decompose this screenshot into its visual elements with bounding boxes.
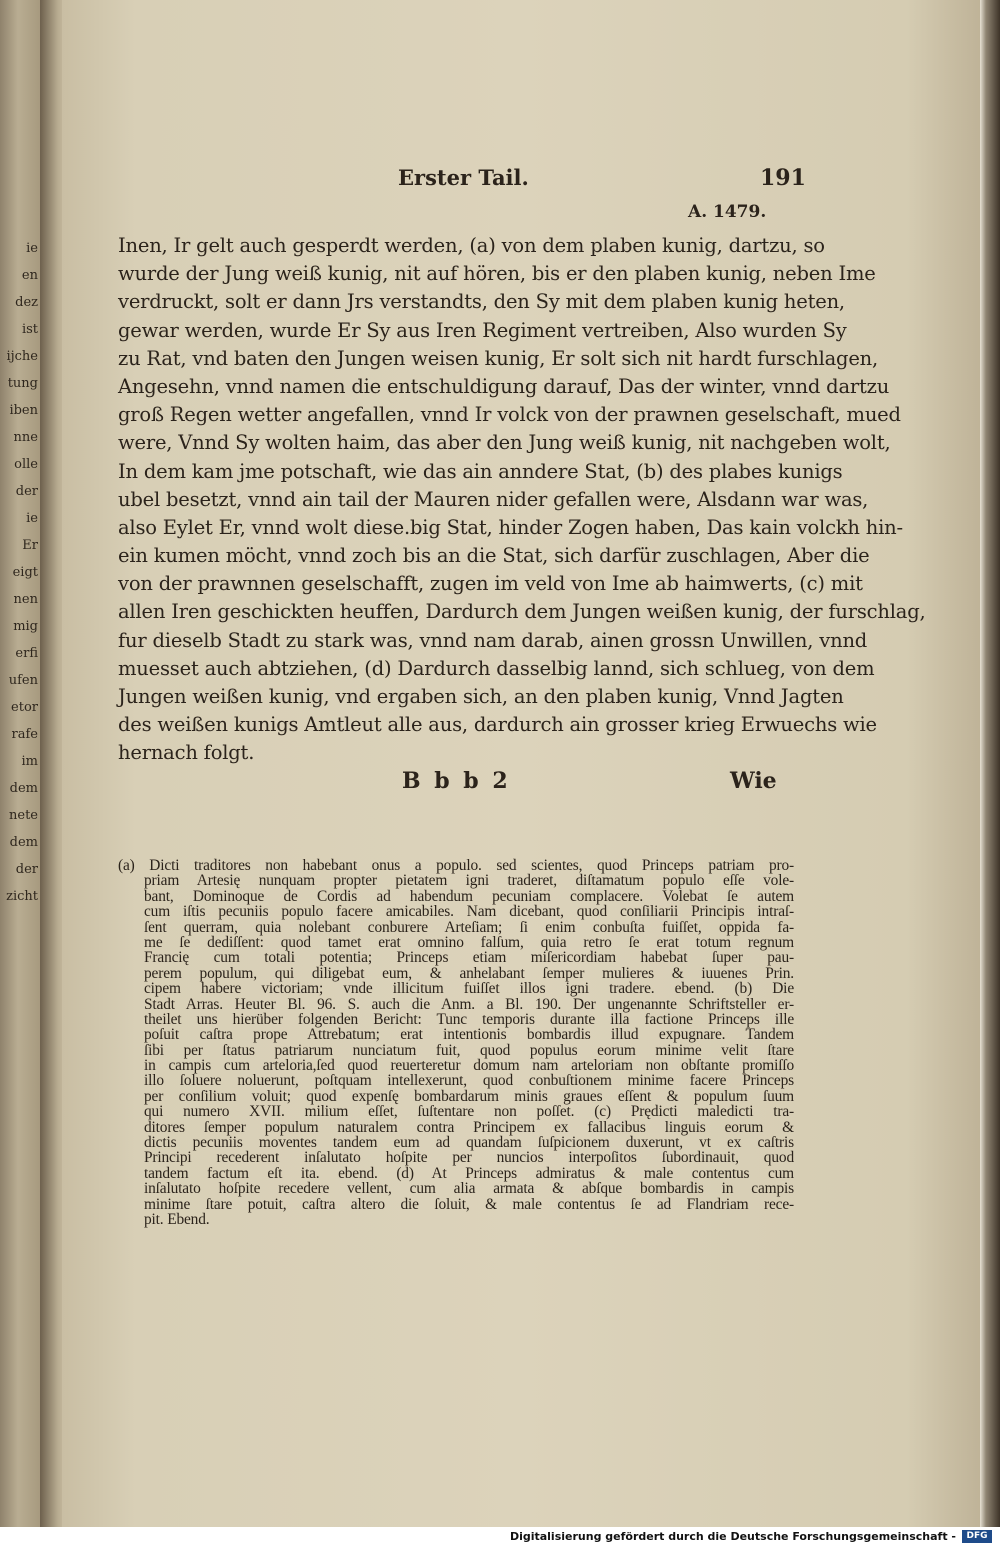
facing-page-fragment: im [21,754,38,769]
footnote-line: inſalutato hoſpite recedere vellent, cum alia armata & abſque bombardis in campis [144,1180,794,1198]
body-line: groß Regen wetter angefallen, vnnd Ir volck von der prawnen geselschaft, mued [118,403,901,427]
footnote-line: minime ſtare potuit, caſtra altero die ſoluit, & male contentus ſe ad Flandriam rece- [144,1195,794,1213]
footnote-line: cum iſtis pecuniis populo facere amicabiles. Nam dicebant, quod conſiliarii Principis intraſ- [144,903,794,921]
facing-page-fragment: ufen [8,673,38,688]
facing-page-fragment: eigt [12,565,38,580]
main-text-block [118,232,926,768]
signature-mark: B b b 2 [402,768,511,794]
footnote-line: (a) Dicti traditores non habebant onus a populo. sed scientes, quod Princeps patriam pro- [118,857,794,874]
footnote-line: in campis cum arteloria,ſed quod reuerteretur domum nam arteloriam non obſtante promiſſo [144,1057,794,1075]
facing-page-fragment: tung [7,376,38,391]
footnote-line: ſent querram, quia nolebant conburere Arteſiam; ſi enim conbuſta fuiſſet, oppida fa- [144,918,794,936]
page-number: 191 [760,165,806,191]
footnote-line: cipem habere victoriam; vnde illicitum fuiſſet illos igni tradere. ebend. (b) Die [144,980,794,998]
body-line: Inen, Ir gelt auch gesperdt werden, (a) von dem plaben kunig, dartzu, so [118,234,825,257]
facing-page-fragment: erfi [15,646,38,661]
footnote-line: ſibi per ſtatus patriarum nunciatum fuit, quod populus eorum minime velit ſtare [144,1041,794,1059]
body-line: von der prawnnen geselschafft, zugen im veld von Ime ab haimwerts, (c) mit [118,572,863,596]
catchword: Wie [730,768,777,794]
facing-page-fragment: nen [13,592,38,607]
footnote-line: ditores ſemper populum naturalem contra Principem ex fallacibus linguis eorum & [144,1118,794,1136]
body-line: fur dieselb Stadt zu stark was, vnnd nam darab, ainen grossn Unwillen, vnnd [118,628,868,652]
facing-page-fragment: nete [9,808,38,823]
footnote-line: qui numero XVII. milium eſſet, ſuſtentare non poſſet. (c) Prędicti maledicti tra- [144,1103,794,1121]
body-line: hernach folgt. [118,741,255,765]
footnote-line: dictis pecuniis moventes tandem eum ad quandam ſuſpicionem duxerunt, vt ex caſtris [144,1134,794,1152]
footnote-line: per conſilium voluit; quod expenſę bombardarum minis graues eſſent & populum ſuum [144,1087,794,1105]
body-line: also Eylet Er, vnnd wolt diese.big Stat, hinder Zogen haben, Das kain volckh hin- [118,515,903,539]
running-head: Erster Tail. [398,165,529,190]
facing-page-text [2,235,38,910]
body-line: verdruckt, solt er dann Jrs verstandts, den Sy mit dem plaben kunig heten, [118,290,845,314]
body-line: In dem kam jme potschaft, wie das ain anndere Stat, (b) des plabes kunigs [118,459,843,483]
footnote-line: illo ſoluere noluerunt, poſtquam intellexerunt, quod conbuſtionem minime facere Princeps [144,1072,794,1090]
facing-page-fragment: rafe [11,727,38,742]
footnote-line: poſuit caſtra prope Attrebatum; erat intentionis bombardis illud expugnare. Tandem [144,1026,794,1044]
body-line: wurde der Jung weiß kunig, nit auf hören, bis er den plaben kunig, neben Ime [118,262,876,286]
funding-credit: Digitalisierung gefördert durch die Deutsche Forschungsgemeinschaft - [509,1530,956,1543]
facing-page-fragment: mig [13,619,38,634]
body-line: muesset auch abtziehen, (d) Dardurch dasselbig lannd, sich schlueg, von dem [118,656,875,680]
facing-page-fragment: Er [22,538,38,553]
footnotes-block [118,858,794,1227]
footnote-line: Stadt Arras. Heuter Bl. 96. S. auch die Anm. a Bl. 190. Der ungenannte Schriftsteller er- [144,995,794,1013]
footnote-line: tandem factum eſt ita. ebend. (d) At Princeps admiratus & male contentus cum [144,1164,794,1182]
facing-page-fragment: ie [26,511,38,526]
body-line: were, Vnnd Sy wolten haim, das aber den Jung weiß kunig, nit nachgeben wolt, [118,431,891,455]
page-edge-shadow [980,0,1000,1527]
facing-page-fragment: dem [9,781,38,796]
body-line: allen Iren geschickten heuffen, Dardurch dem Jungen weißen kunig, der furschlag, [118,600,926,624]
facing-page-fragment: ijche [6,349,38,364]
footnote-line: pit. Ebend. [144,1210,210,1228]
facing-page-fragment: zicht [6,889,38,904]
facing-page-fragment: iben [9,403,38,418]
facing-page-fragment: nne [13,430,38,445]
facing-page-edge [0,0,40,1527]
footnote-line: perem populum, qui diligebat eum, & anhelabant ſemper mulieres & iuuenes Prin. [144,964,794,982]
facing-page-fragment: olle [14,457,38,472]
facing-page-fragment: der [15,862,38,877]
footnote-line: priam Artesię nunquam propter pietatem igni traderet, diſtamatum populo eſſe vole- [144,872,794,890]
facing-page-fragment: dez [15,295,38,310]
body-line: Jungen weißen kunig, vnd ergaben sich, an den plaben kunig, Vnnd Jagten [118,685,844,708]
facing-page-fragment: dem [9,835,38,850]
footnote-line: bant, Dominoque de Cordis ad habendum pecuniam complacere. Volebat ſe autem [144,887,794,905]
body-line: zu Rat, vnd baten den Jungen weisen kunig, Er solt sich nit hardt furschlagen, [118,346,879,370]
footnote-line: me ſe dediſſent: quod tamet erat omnino falſum, quia retro ſe erat totum regnum [144,933,794,951]
footnote-line: Francię cum totali potentia; Princeps etiam miſericordiam habebat ſuper pau- [144,949,794,967]
body-line: ein kumen möcht, vnnd zoch bis an die Stat, sich darfür zuschlagen, Aber die [118,544,870,568]
footnote-line: theilet uns hierüber folgenden Bericht: Tunc temporis durante illa factione Princeps ille [144,1010,794,1028]
facing-page-fragment: ist [21,322,38,337]
dfg-logo-icon: DFG [962,1530,992,1543]
body-line: ubel besetzt, vnnd ain tail der Mauren nider gefallen were, Alsdann war was, [118,487,869,511]
facing-page-fragment: der [15,484,38,499]
facing-page-fragment: ie [26,241,38,256]
margin-year: A. 1479. [688,202,767,222]
facing-page-fragment: etor [11,700,38,715]
facing-page-fragment: en [21,268,38,283]
footnote-line: Principi recederent inſalutato hoſpite per nuncios interpoſitos ſubordinauit, quod [144,1149,794,1167]
body-line: Angesehn, vnnd namen die entschuldigung darauf, Das der winter, vnnd dartzu [118,374,890,398]
body-line: gewar werden, wurde Er Sy aus Iren Regiment vertreiben, Also wurden Sy [118,318,847,342]
body-line: des weißen kunigs Amtleut alle aus, dardurch ain grosser krieg Erwuechs wie [118,713,877,737]
